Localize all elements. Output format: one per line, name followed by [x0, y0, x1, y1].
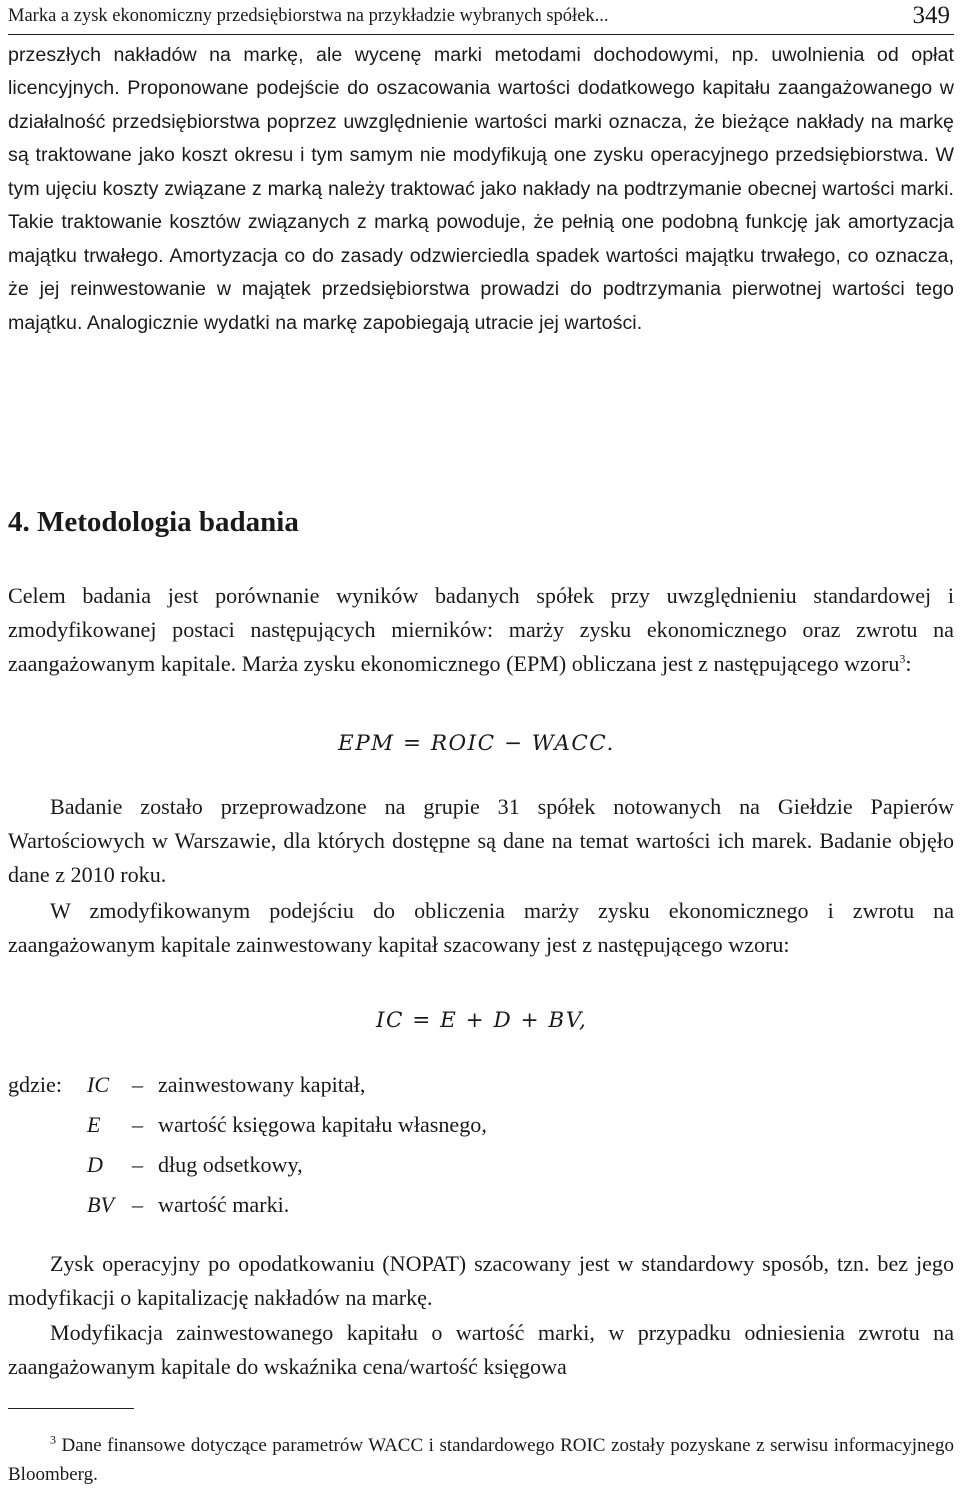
footnote-mark: 3 — [50, 1432, 56, 1447]
definition-row — [8, 1192, 708, 1226]
running-title: Marka a zysk ekonomiczny przedsiębiorstwa na przykładzie wybranych spółek... — [8, 6, 609, 26]
body-paragraph-2-end: : — [905, 651, 912, 676]
definition-symbol: D — [87, 1152, 103, 1177]
body-paragraph-6: Modyfikacja zainwestowanego kapitału o wartość marki, w przypadku odniesienia zwrotu na zaangażowanym kapitale do wskaźnika cena/wartość księgowa — [8, 1320, 954, 1379]
formula-ic: IC = E + D + BV, — [376, 1008, 588, 1033]
page-number: 349 — [912, 2, 950, 29]
body-paragraph-5: Zysk operacyjny po opodatkowaniu (NOPAT) szacowany jest w standardowy sposób, tzn. bez jego modyfikacji o kapitalizację nakładów na markę. — [8, 1251, 954, 1310]
body-paragraph-4: W zmodyfikowanym podejściu do obliczenia marży zysku ekonomicznego i zwrotu na zaangażowanym kapitale zainwestowany kapitał szacowany jest z następującego wzoru: — [8, 898, 954, 957]
definition-text: zainwestowany kapitał, — [158, 1072, 366, 1097]
definition-dash: – — [132, 1112, 144, 1137]
definition-dash: – — [132, 1192, 144, 1217]
body-paragraph-1: przeszłych nakładów na markę, ale wycenę marki metodami dochodowymi, np. uwolnienia od opłat licencyjnych. Proponowane podejście do oszacowania wartości dodatkowego kapitału zaangażowanego w działalność przedsiębiorstwa poprzez uwzględnienie wartości marki oznacza, że bieżące nakłady na markę są traktowane jako koszt okresu i tym samym nie modyfikują one zysku operacyjnego przedsiębiorstwa. W tym ujęciu koszty związane z marką należy traktować jako nakłady na podtrzymanie obecnej wartości marki. Takie traktowanie kosztów związanych z marką powoduje, że pełnią one podobną funkcję jak amortyzacja majątku trwałego. Amortyzacja co do zasady odzwierciedla spadek wartości majątku trwałego, co oznacza, że jej reinwestowanie w majątek przedsiębiorstwa prowadzi do podtrzymania pierwotnej wartości tego majątku. Analogicznie wydatki na markę zapobiegają utracie jej wartości. — [8, 44, 954, 334]
definition-row — [8, 1152, 708, 1186]
definition-text: wartość księgowa kapitału własnego, — [158, 1112, 487, 1137]
running-header — [8, 0, 954, 35]
definition-dash: – — [132, 1152, 144, 1177]
definition-symbol: IC — [87, 1072, 110, 1097]
body-paragraph-2-text: Celem badania jest porównanie wyników badanych spółek przy uwzględnieniu standardowej i zmodyfikowanej postaci następujących mierników: marży zysku ekonomicznego oraz zwrotu na zaangażowanym kapitale. Marża zysku ekonomicznego (EPM) obliczana jest z następującego wzoru — [8, 583, 954, 676]
definition-text: dług odsetkowy, — [158, 1152, 303, 1177]
definition-symbol: BV — [87, 1192, 114, 1217]
where-lead: gdzie: — [8, 1072, 62, 1097]
footnote-divider — [8, 1408, 134, 1409]
definition-text: wartość marki. — [158, 1192, 290, 1217]
definition-row — [8, 1112, 708, 1146]
section-heading: 4. Metodologia badania — [8, 506, 299, 538]
body-paragraph-2 — [8, 579, 954, 681]
body-paragraph-3: Badanie zostało przeprowadzone na grupie 31 spółek notowanych na Giełdzie Papierów Wartościowych w Warszawie, dla których dostępne są dane na temat wartości ich marek. Badanie objęło dane z 2010 roku. — [8, 794, 954, 887]
definition-dash: – — [132, 1072, 144, 1097]
footnote-text: Dane finansowe dotyczące parametrów WACC i standardowego ROIC zostały pozyskane z serwisu informacyjnego Bloomberg. — [8, 1435, 954, 1485]
document-page — [8, 0, 954, 1485]
definition-symbol: E — [87, 1112, 101, 1137]
definition-row — [8, 1072, 708, 1106]
footnote-reference: 3 — [899, 651, 906, 666]
footnote — [8, 1431, 954, 1489]
formula-epm: EPM = ROIC − WACC. — [338, 731, 615, 756]
